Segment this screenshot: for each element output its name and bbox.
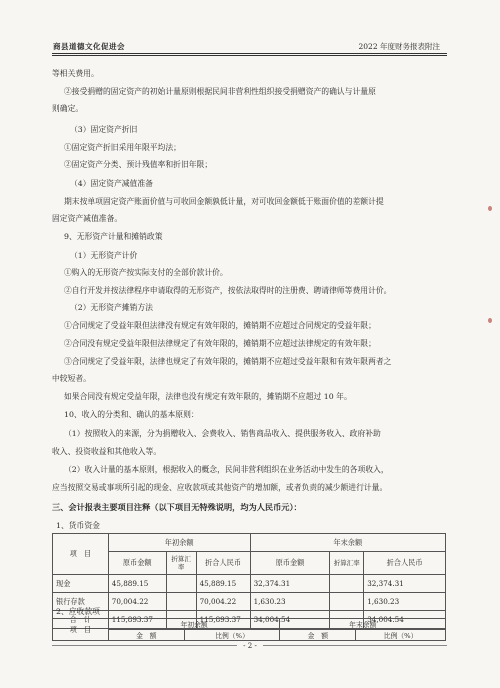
body-line: ②接受捐赠的固定资产的初始计量原则根据民间非营利性组织接受捐赠资产的确认与计量原 [64,87,376,96]
cell-value: 70,004.22 [196,593,250,611]
body-line: 等相关费用。 [52,69,99,78]
scan-mark [488,318,492,323]
body-line: 收入、投资收益和其他收入等。 [52,447,162,456]
body-line: ①购入的无形资产按实际支付的全部价款计价。 [64,268,228,277]
body-line: 则确定。 [52,104,84,113]
col-header-begin: 年初余额 [108,619,280,630]
page-number: - 2 - [0,642,500,650]
table-row [53,575,446,593]
body-line: ①固定资产折旧采用年限平均法； [64,143,181,152]
cash-subtitle: 1、货币资金 [56,521,100,530]
header-org-name: 商县道德文化促进会 [53,42,125,51]
row-item: 现金 [53,575,109,593]
col-header-rate: 折算汇率 [166,552,196,575]
cell-value: 45,889.15 [108,575,166,593]
cell-value [166,575,196,593]
cell-value: 45,889.15 [196,575,250,593]
header-rule-thin [52,55,447,56]
cell-value: 32,374.31 [250,575,330,593]
page-number-value: 2 [247,642,253,650]
cell-value: 32,374.31 [364,575,446,593]
body-line: 期末按单项固定资产账面价值与可收回金额孰低计量，对可收回金额低于账面价值的差额计提 [64,197,384,206]
receivables-table [52,618,446,641]
col-header-original: 原币金额 [108,552,166,575]
body-line: （2）收入计量的基本原则，根据收入的概念，民间非营利组织在业务活动中发生的各项收入， [64,465,389,474]
body-line: ②固定资产分类、预计残值率和折旧年限； [64,160,213,169]
body-line: ③合同规定了受益年限，法律也规定了有效年限的，摊销期不应超过受益年限和有效年限两者之 [64,357,392,366]
row-item: 银行存款 [53,593,109,611]
col-header-item: 项 目 [53,534,109,575]
col-header-ratio: 比例（%） [184,630,280,641]
body-line: 9、无形资产计量和摊销政策 [64,232,163,241]
body-line: （1）按照收入的来源，分为捐赠收入、会费收入、销售商品收入、提供服务收入、政府补助 [64,429,381,438]
header-rule [52,53,447,54]
col-header-amount: 金 额 [108,630,184,641]
body-line: （4）固定资产减值准备 [70,179,153,188]
body-line: ②自行开发并按法律程序申请取得的无形资产，按依法取得时的注册费、聘请律师等费用计价。 [64,286,392,295]
scan-mark [488,206,492,211]
receivables-subtitle: 2、应收款项 [56,607,100,616]
col-header-amount: 金 额 [280,630,356,641]
col-header-original: 原币金额 [250,552,330,575]
body-line: 如果合同没有规定受益年限，法律也没有规定有效年限的，摊销期不应超过 10 年。 [64,392,352,401]
col-header-ratio: 比例（%） [356,630,446,641]
cell-value: 115,893.37 [196,611,250,629]
body-line: 10、收入的分类和、确认的基本原则： [64,410,199,419]
cell-value: 34,004.54 [250,611,330,629]
col-header-end: 年末余额 [250,534,445,552]
body-line: 应当按照交易或事项所引起的现金、应收款项或其他资产的增加额，或者负责的减少额进行计量。 [52,483,388,492]
body-line: 中较短者。 [52,374,91,383]
col-header-rate: 折算汇率 [330,552,364,575]
body-line: （1）无形资产计价 [70,251,138,260]
cell-value [330,575,364,593]
cell-value: 1,630.23 [364,593,446,611]
body-line: ①合同规定了受益年限但法律没有规定有效年限的，摊销期不应超过合同规定的受益年限； [64,321,376,330]
cell-value: 115,893.37 [108,611,166,629]
body-line: 固定资产减值准备。 [52,214,123,223]
col-header-end: 年末余额 [280,619,446,630]
cell-value: 70,004.22 [108,593,166,611]
body-line: （3）固定资产折旧 [70,125,138,134]
body-line: （2）无形资产摊销方法 [70,303,153,312]
col-header-item: 项 目 [53,619,109,641]
cell-value: 1,630.23 [250,593,330,611]
col-header-rmb: 折合人民币 [196,552,250,575]
col-header-rmb: 折合人民币 [364,552,446,575]
col-header-begin: 年初余额 [108,534,250,552]
section-title: 三、会计报表主要项目注释（以下项目无特殊说明，均为人民币元）： [52,502,302,512]
body-line: ②合同没有规定受益年限但法律规定了有效年限的，摊销期不应超过法律规定的有效年限； [64,339,376,348]
header-report-title: 2022 年度财务报表附注 [358,42,440,51]
cell-value: 34,004.54 [364,611,446,629]
row-item: 合 计 [53,611,109,629]
